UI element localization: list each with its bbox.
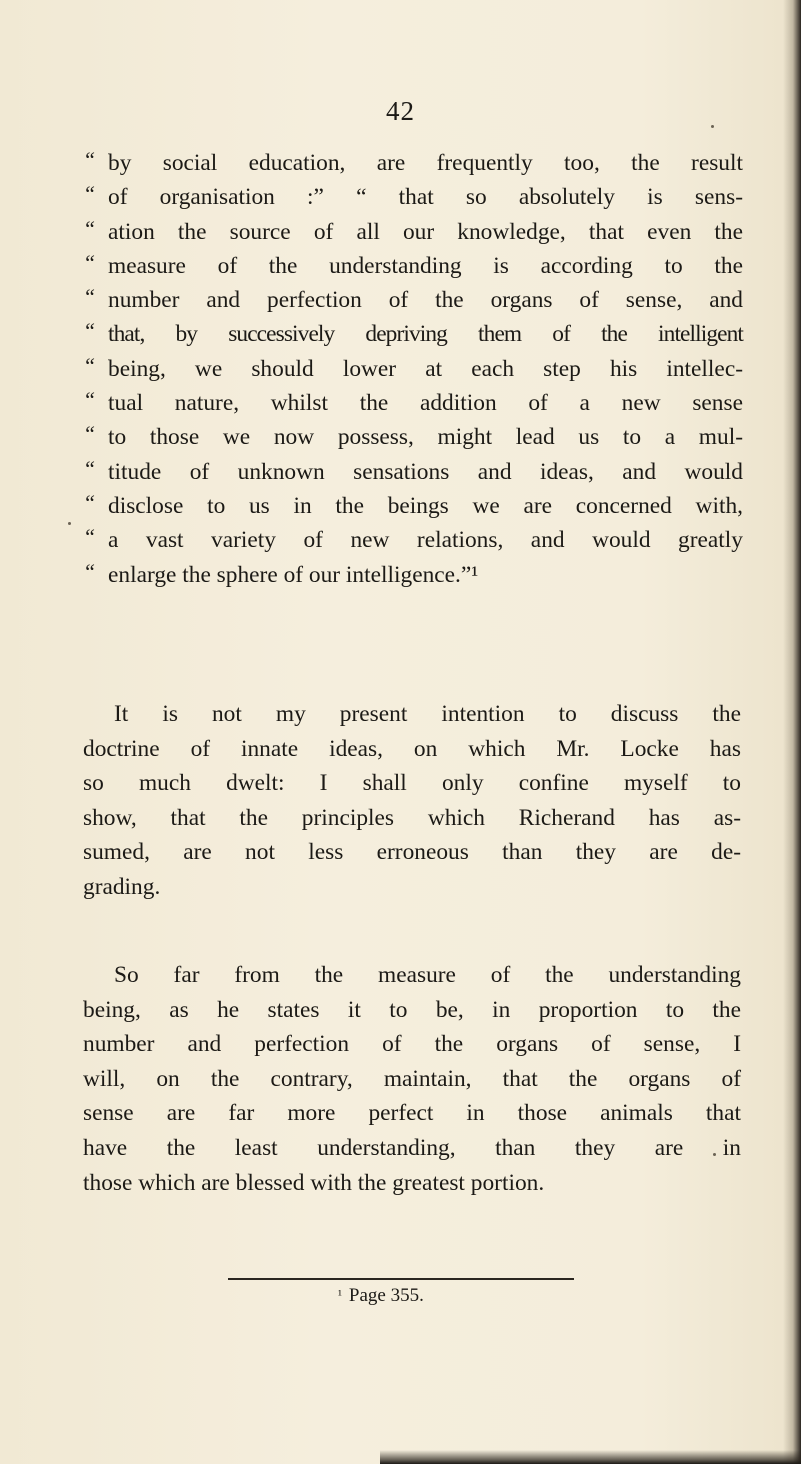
paragraph-line: number and perfection of the organs of sense, I bbox=[83, 1031, 741, 1058]
quote-mark: “ bbox=[83, 489, 96, 515]
paragraph-line: those which are blessed with the greatest portion. bbox=[83, 1169, 545, 1196]
quote-line-text: tual nature, whilst the addition of a new sense bbox=[108, 390, 743, 417]
quote-line-text: that, by successively depriving them of the intelligent bbox=[108, 321, 743, 348]
quote-line bbox=[83, 249, 743, 283]
quote-line bbox=[83, 386, 743, 420]
quote-mark: “ bbox=[83, 215, 96, 241]
quote-mark: “ bbox=[83, 181, 96, 207]
quote-line bbox=[83, 489, 743, 523]
quote-line bbox=[83, 180, 743, 214]
paragraph-line: show, that the principles which Richerand has as- bbox=[83, 804, 741, 831]
quote-line-text: to those we now possess, might lead us to a mul- bbox=[108, 424, 743, 451]
quote-line-text: of organisation :” “ that so absolutely is sens- bbox=[108, 184, 743, 211]
quote-line bbox=[83, 420, 743, 454]
quote-mark: “ bbox=[83, 249, 96, 275]
quote-line bbox=[83, 523, 743, 557]
quote-line bbox=[83, 146, 743, 180]
quote-line bbox=[83, 215, 743, 249]
quote-mark: “ bbox=[83, 455, 96, 481]
quote-line bbox=[83, 558, 743, 592]
quote-line bbox=[83, 455, 743, 489]
page-bottom-shadow bbox=[380, 1450, 801, 1464]
paragraph-line: so much dwelt: I shall only confine myself to bbox=[83, 770, 741, 797]
quote-mark: “ bbox=[83, 147, 96, 172]
footnote-text: Page 355. bbox=[348, 1285, 424, 1306]
quote-line bbox=[83, 317, 743, 351]
quote-line bbox=[83, 352, 743, 386]
paragraph-line: doctrine of innate ideas, on which Mr. Locke has bbox=[83, 735, 741, 762]
quote-line-text: enlarge the sphere of our intelligence.”¹ bbox=[108, 561, 479, 588]
quote-line-text: titude of unknown sensations and ideas, and would bbox=[108, 458, 743, 485]
paragraph-line: It is not my present intention to discuss the bbox=[114, 701, 741, 727]
quote-mark: “ bbox=[83, 421, 96, 447]
quote-mark: “ bbox=[83, 284, 96, 310]
page-number: 42 bbox=[386, 96, 415, 126]
page-edge-shadow bbox=[783, 0, 801, 1464]
footnote-mark: ¹ bbox=[338, 1287, 342, 1302]
quote-mark: “ bbox=[83, 387, 96, 413]
paragraph-line: being, as he states it to be, in proportion to the bbox=[83, 996, 741, 1023]
paragraph-line: sumed, are not less erroneous than they are de- bbox=[83, 839, 741, 866]
quotation-block bbox=[83, 146, 743, 592]
paragraph-line: sense are far more perfect in those animals that bbox=[83, 1100, 741, 1127]
quote-line-text: by social education, are frequently too, the result bbox=[108, 150, 743, 176]
paragraph-line: have the least understanding, than they are in bbox=[83, 1134, 741, 1161]
quote-line-text: ation the source of all our knowledge, that even the bbox=[108, 218, 743, 245]
paragraph-line: So far from the measure of the understanding bbox=[114, 962, 741, 988]
quote-line-text: measure of the understanding is according to the bbox=[108, 252, 743, 279]
footnote bbox=[338, 1285, 424, 1307]
quote-mark: “ bbox=[83, 318, 96, 344]
quote-mark: “ bbox=[83, 558, 96, 584]
paragraph-innate-ideas bbox=[83, 697, 741, 905]
quote-line-text: disclose to us in the beings we are concerned with, bbox=[108, 492, 743, 519]
quote-line-text: being, we should lower at each step his intellec- bbox=[108, 355, 743, 382]
print-speck bbox=[68, 522, 71, 525]
footnote-divider bbox=[228, 1278, 574, 1280]
quote-line-text: number and perfection of the organs of sense, and bbox=[108, 287, 743, 314]
paragraph-line: will, on the contrary, maintain, that the organs of bbox=[83, 1065, 741, 1092]
quote-line-text: a vast variety of new relations, and would greatly bbox=[108, 527, 743, 554]
quote-line bbox=[83, 283, 743, 317]
paragraph-line: grading. bbox=[83, 873, 161, 900]
paragraph-measure-of-understanding bbox=[83, 958, 741, 1200]
quote-mark: “ bbox=[83, 352, 96, 378]
quote-mark: “ bbox=[83, 524, 96, 550]
